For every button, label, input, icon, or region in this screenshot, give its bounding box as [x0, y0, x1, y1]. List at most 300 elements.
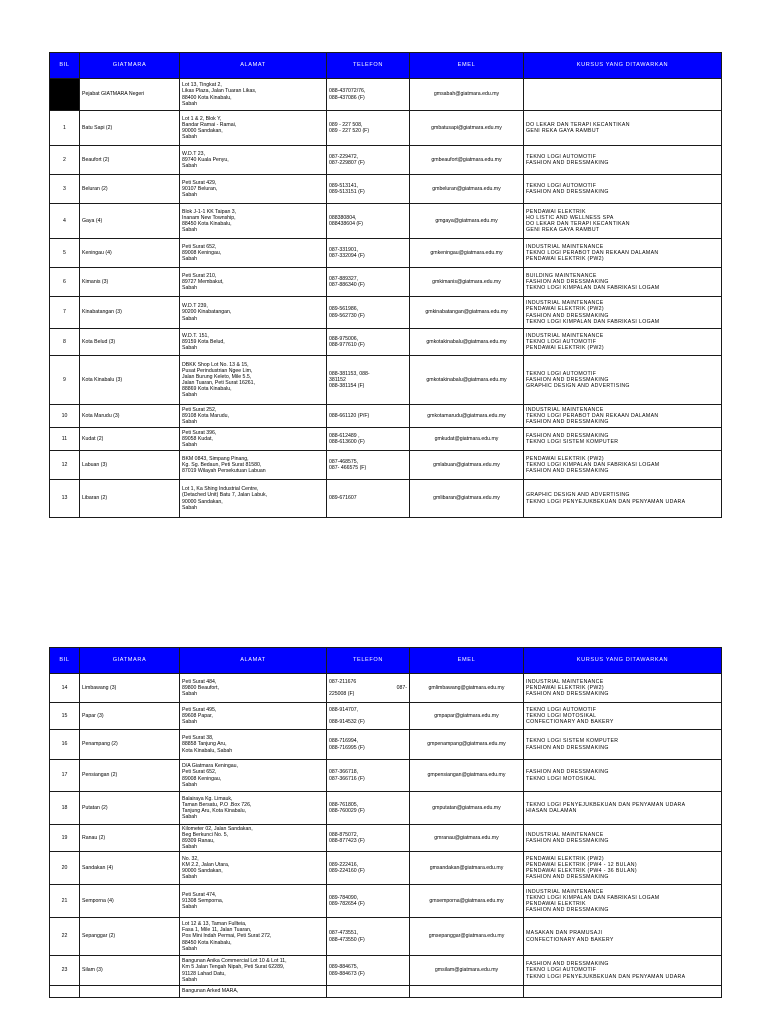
alamat-cell-line: 89740 Kuala Penyu, — [182, 156, 229, 163]
alamat-cell-line: Jalan Burung Keleto, Mile 5.5, — [182, 373, 252, 380]
table-row — [50, 480, 722, 518]
alamat-cell — [180, 885, 327, 918]
giatmara-cell: Kimanis (3) — [80, 268, 180, 297]
emel-cell: gmkeningau@giatmara.edu.my — [410, 239, 524, 268]
alamat-cell-line: Fasa 1, Mile 11, Jalan Tuaran, — [182, 927, 252, 934]
alamat-cell-line: 90000 Sandakan, — [182, 868, 223, 874]
alamat-cell-line: W.D.T. 151, — [182, 332, 209, 339]
kursus-cell-line: BUILDING MAINTENANCE — [526, 272, 597, 279]
giatmara-cell: Batu Sapi (2) — [80, 111, 180, 146]
alamat-cell — [180, 760, 327, 792]
telefon-cell-line: 087-229807 (F) — [329, 160, 365, 166]
alamat-cell-line: Jalan Tuaran, Peti Surat 16261, — [182, 380, 255, 386]
alamat-cell-line: Peti Surat 495, — [182, 706, 217, 713]
column-header-emel: EMEL — [410, 648, 524, 674]
alamat-cell-line: No. 32, — [182, 855, 199, 862]
kursus-cell — [524, 356, 722, 405]
kursus-cell — [524, 451, 722, 480]
telefon-cell — [327, 852, 410, 885]
alamat-cell-line: Sabah — [182, 419, 198, 426]
telefon-cell — [327, 674, 410, 703]
kursus-cell — [524, 956, 722, 986]
telefon-cell-line: 089-222416, — [329, 861, 359, 868]
table-row — [50, 918, 722, 956]
alamat-cell-line: 90000 Sandakan, — [182, 498, 223, 505]
giatmara-cell — [80, 986, 180, 998]
telefon-cell-line: 088-975006, — [329, 335, 359, 342]
kursus-cell-line: FASHION AND DRESSMAKING — [526, 874, 609, 881]
kursus-cell-line: FASHION AND DRESSMAKING — [526, 468, 609, 475]
emel-cell: gmlabuan@giatmara.edu.my — [410, 451, 524, 480]
alamat-cell-line: Peti Surat 652, — [182, 769, 217, 776]
alamat-cell-line: Sabah — [182, 719, 198, 726]
kursus-cell-line: TEKNO LOGI AUTOMOTIF — [526, 182, 597, 189]
telefon-cell-line: 089 - 227 508, — [329, 121, 363, 128]
bil-cell: 5 — [50, 239, 80, 268]
telefon-cell — [327, 451, 410, 480]
alamat-cell-line: Sabah — [182, 134, 198, 141]
telefon-cell-line: 087-229472, — [329, 153, 359, 160]
kursus-cell — [524, 204, 722, 239]
telefon-cell-line: 088-877423 (F) — [329, 838, 365, 844]
kursus-cell — [524, 239, 722, 268]
kursus-cell-line: GRAPHIC DESIGN AND ADVERTISING — [526, 492, 630, 499]
kursus-cell — [524, 146, 722, 175]
alamat-cell-line: Bangunan Anika Commercial Lot 10 & Lot 11, — [182, 958, 287, 965]
alamat-cell-line: Peti Surat 252, — [182, 406, 217, 413]
column-header-kursus-yang-ditawarkan: KURSUS YANG DITAWARKAN — [524, 53, 722, 79]
kursus-cell-line: TEKNO LOGI AUTOMOTIF — [526, 153, 597, 160]
alamat-cell — [180, 825, 327, 852]
emel-cell: gmsemporna@giatmara.edu.my — [410, 885, 524, 918]
kursus-cell-line: FASHION AND DRESSMAKING — [526, 278, 609, 285]
kursus-cell-line: FASHION AND DRESSMAKING — [526, 160, 609, 166]
alamat-cell-line: Inanam New Township, — [182, 214, 236, 221]
alamat-cell-line: 91128 Lahad Datu, — [182, 970, 226, 977]
telefon-cell — [327, 918, 410, 956]
emel-cell: gmkotakinabalu@giatmara.edu.my — [410, 356, 524, 405]
alamat-cell — [180, 428, 327, 451]
bil-cell: 10 — [50, 405, 80, 428]
alamat-cell-line: 89727 Membakut, — [182, 278, 224, 285]
alamat-cell — [180, 79, 327, 111]
kursus-cell-line: FASHION AND DRESSMAKING — [526, 312, 609, 319]
alamat-cell — [180, 480, 327, 518]
telefon-cell-line: 089-513151 (F) — [329, 189, 365, 195]
bil-cell: 21 — [50, 885, 80, 918]
telefon-cell-line: 089-562730 (F) — [329, 312, 365, 319]
kursus-cell-line: INDUSTRIAL MAINTENANCE — [526, 243, 604, 250]
bil-cell: 9 — [50, 356, 80, 405]
telefon-cell — [327, 986, 410, 998]
table-row — [50, 297, 722, 329]
kursus-cell-line: INDUSTRIAL MAINTENANCE — [526, 888, 604, 895]
table-row — [50, 79, 722, 111]
kursus-cell-line: TEKNO LOGI PENYEJUKBEKUAN DAN PENYAMAN UDARA — [526, 801, 686, 808]
giatmara-cell: Putatan (2) — [80, 792, 180, 825]
telefon-cell-line: 087- 466575 (F) — [329, 465, 367, 471]
table-row — [50, 204, 722, 239]
giatmara-cell: Labuan (3) — [80, 451, 180, 480]
bil-cell: 15 — [50, 703, 80, 730]
telefon-cell — [327, 825, 410, 852]
kursus-cell — [524, 760, 722, 792]
telefon-cell-line: 087-366716 (F) — [329, 775, 365, 782]
emel-cell: gmbeluran@giatmara.edu.my — [410, 175, 524, 204]
bil-cell: 7 — [50, 297, 80, 329]
kursus-cell — [524, 792, 722, 825]
table-row — [50, 146, 722, 175]
alamat-cell-line: Sabah — [182, 442, 198, 449]
kursus-cell-line: TEKNO LOGI MOTOSIKAL — [526, 775, 597, 782]
telefon-cell-line: 087-886340 (F) — [329, 282, 365, 288]
telefon-cell-line: 088380804, — [329, 214, 357, 221]
table-row — [50, 405, 722, 428]
kursus-cell-line: HIASAN DALAMAN — [526, 808, 577, 814]
alamat-cell-line: 87019 Wilayah Persekutuan Labuan — [182, 468, 266, 475]
telefon-cell — [327, 792, 410, 825]
alamat-cell-line: Sabah — [182, 691, 198, 698]
alamat-cell-line: Peti Surat 429, — [182, 179, 217, 186]
alamat-cell-line: Sabah — [182, 504, 198, 511]
kursus-cell-line: GRAPHIC DESIGN AND ADVERTISING — [526, 383, 630, 390]
bil-cell: 2 — [50, 146, 80, 175]
table-row — [50, 852, 722, 885]
table-row — [50, 730, 722, 760]
table-row — [50, 111, 722, 146]
alamat-cell-line: Sabah — [182, 904, 198, 911]
telefon-cell-line: 089-784090, — [329, 894, 359, 901]
telefon-cell-line: 089-561986, — [329, 306, 359, 313]
giatmara-cell: Penampang (2) — [80, 730, 180, 760]
table-row — [50, 451, 722, 480]
alamat-cell — [180, 730, 327, 760]
alamat-cell-line: 91308 Semporna, — [182, 897, 224, 904]
giatmara-cell: Kota Belud (3) — [80, 329, 180, 356]
alamat-cell — [180, 239, 327, 268]
kursus-cell — [524, 674, 722, 703]
telefon-cell — [327, 204, 410, 239]
giatmara-cell: Sepanggar (2) — [80, 918, 180, 956]
alamat-cell-line: W.D.T 23, — [182, 150, 205, 157]
telefon-cell — [327, 79, 410, 111]
alamat-cell — [180, 405, 327, 428]
alamat-cell-line: Lot 13, Tingkat 2, — [182, 82, 222, 89]
emel-cell: gmkudat@giatmara.edu.my — [410, 428, 524, 451]
emel-cell: gmsilam@giatmara.edu.my — [410, 956, 524, 986]
telefon-cell — [327, 760, 410, 792]
table-row — [50, 760, 722, 792]
alamat-cell — [180, 986, 327, 998]
telefon-cell — [327, 175, 410, 204]
kursus-cell-line: FASHION AND DRESSMAKING — [526, 189, 609, 195]
telefon-extra: 087- — [396, 684, 407, 691]
telefon-cell-line: 089-884675, — [329, 964, 359, 971]
alamat-cell-line: W.D.T 239, — [182, 303, 208, 310]
alamat-cell-line: Peti Surat 474, — [182, 891, 217, 898]
telefon-cell — [327, 730, 410, 760]
kursus-cell — [524, 175, 722, 204]
giatmara-cell: Pensiangan (2) — [80, 760, 180, 792]
column-header-kursus-yang-ditawarkan: KURSUS YANG DITAWARKAN — [524, 648, 722, 674]
giatmara-cell: Beaufort (2) — [80, 146, 180, 175]
telefon-cell-line: 088438604 (F) — [329, 221, 364, 227]
kursus-cell-line: INDUSTRIAL MAINTENANCE — [526, 332, 604, 339]
kursus-cell-line: FASHION AND DRESSMAKING — [526, 907, 609, 914]
telefon-cell-line: 089-884673 (F) — [329, 970, 365, 977]
telefon-cell-line: 381152 — [329, 376, 346, 383]
alamat-cell-line: Lot 1 & 2, Blok Y, — [182, 115, 222, 122]
column-header-bil: BIL — [50, 53, 80, 79]
telefon-cell-line: 089 - 227 520 (F) — [329, 128, 370, 134]
telefon-cell-line: 088-716995 (F) — [329, 744, 365, 751]
alamat-cell-line: Sabah — [182, 781, 198, 788]
kursus-cell-line: CONFECTIONARY AND BAKERY — [526, 719, 614, 726]
column-header-telefon: TELEFON — [327, 648, 410, 674]
kursus-cell — [524, 730, 722, 760]
telefon-cell-line: 088-716994, — [329, 738, 359, 745]
alamat-cell-line: BKM 0843, Simpang Pinang, — [182, 455, 249, 462]
kursus-cell-line: FASHION AND DRESSMAKING — [526, 376, 609, 383]
kursus-cell-line: FASHION AND DRESSMAKING — [526, 769, 609, 776]
emel-cell: gmputatan@giatmara.edu.my — [410, 792, 524, 825]
giatmara-cell: Silam (3) — [80, 956, 180, 986]
emel-cell: gmranau@giatmara.edu.my — [410, 825, 524, 852]
alamat-cell-line: Km 5 Jalan Tengah Nipah, Peti Surat 62289, — [182, 964, 285, 971]
alamat-cell-line: Sabah — [182, 945, 198, 952]
kursus-cell-line: TEKNO LOGI PENYEJUKBEKUAN DAN PENYAMAN UDARA — [526, 973, 686, 980]
kursus-cell-line: TEKNO LOGI KIMPALAN DAN FABRIKASI LOGAM — [526, 894, 660, 901]
courses-table-1 — [49, 52, 722, 518]
kursus-cell-line: PENDAWAI ELEKTRIK (PW2) — [526, 345, 604, 352]
alamat-cell-line: Kg. Sg. Bedaun, Peti Surat 81580, — [182, 461, 262, 468]
kursus-cell — [524, 79, 722, 111]
telefon-cell-line: 087-468575, — [329, 458, 359, 465]
alamat-cell-line: Kota Kinabalu, Sabah — [182, 747, 233, 754]
giatmara-cell: Keningau (4) — [80, 239, 180, 268]
bil-cell: 4 — [50, 204, 80, 239]
alamat-cell — [180, 852, 327, 885]
kursus-cell-line: TEKNO LOGI AUTOMOTIF — [526, 370, 597, 377]
emel-cell: gmpapar@giatmara.edu.my — [410, 703, 524, 730]
alamat-cell-line: Sabah — [182, 192, 198, 199]
alamat-cell-line: Beg Berkunci No. 5, — [182, 831, 229, 838]
telefon-cell — [327, 885, 410, 918]
kursus-cell-line: TEKNO LOGI PERABOT DAN REKAAN DALAMAN — [526, 412, 659, 419]
kursus-cell-line: TEKNO LOGI MOTOSIKAL — [526, 712, 597, 719]
table-row — [50, 986, 722, 998]
table-row — [50, 825, 722, 852]
alamat-cell — [180, 204, 327, 239]
giatmara-cell: Sandakan (4) — [80, 852, 180, 885]
alamat-cell-line: Peti Surat 396, — [182, 429, 217, 436]
alamat-cell — [180, 146, 327, 175]
kursus-cell-line: TEKNO LOGI AUTOMOTIF — [526, 967, 597, 974]
emel-cell: gmlimbawang@giatmara.edu.my — [410, 674, 524, 703]
kursus-cell-line: INDUSTRIAL MAINTENANCE — [526, 831, 604, 838]
alamat-cell-line: KM 2.2, Jalan Utara, — [182, 861, 230, 868]
alamat-cell-line: Balairaya Kg. Limauk, — [182, 795, 233, 802]
telefon-cell-line: 088-437072/76, — [329, 88, 366, 95]
table-row — [50, 956, 722, 986]
kursus-cell-line: TEKNO LOGI KIMPALAN DAN FABRIKASI LOGAM — [526, 285, 660, 292]
bil-cell: 8 — [50, 329, 80, 356]
alamat-cell-line: (Detached Unit) Batu 7, Jalan Labuk, — [182, 492, 268, 499]
telefon-cell — [327, 111, 410, 146]
bil-cell: 20 — [50, 852, 80, 885]
telefon-cell-line: 088-761805, — [329, 801, 359, 808]
column-header-giatmara: GIATMARA — [80, 53, 180, 79]
kursus-cell-line: TEKNO LOGI SISTEM KOMPUTER — [526, 738, 619, 745]
bil-cell: 13 — [50, 480, 80, 518]
alamat-cell-line: Sabah — [182, 392, 198, 399]
telefon-cell-line: 225008 (F) — [329, 691, 355, 698]
alamat-cell-line: Peti Surat 38, — [182, 735, 214, 742]
telefon-cell-line: 089-224160 (F) — [329, 868, 365, 874]
kursus-cell — [524, 405, 722, 428]
alamat-cell-line: Peti Surat 484, — [182, 678, 217, 685]
alamat-cell-line: Sabah — [182, 345, 198, 352]
table-row — [50, 356, 722, 405]
kursus-cell-line: TEKNO LOGI PERABOT DAN REKAAN DALAMAN — [526, 249, 659, 256]
alamat-cell-line: 89309 Ranau, — [182, 838, 215, 844]
telefon-cell-line: 088-381153, 088- — [329, 370, 370, 377]
table-row — [50, 329, 722, 356]
telefon-cell — [327, 239, 410, 268]
alamat-cell — [180, 356, 327, 405]
giatmara-cell: Papar (3) — [80, 703, 180, 730]
telefon-cell-line: 087-332094 (F) — [329, 253, 365, 259]
table-row — [50, 885, 722, 918]
telefon-cell — [327, 703, 410, 730]
alamat-cell — [180, 956, 327, 986]
alamat-cell-line: Blok J-1-1 KK Taipan 3, — [182, 208, 237, 215]
table-row — [50, 175, 722, 204]
kursus-cell-line: INDUSTRIAL MAINTENANCE — [526, 678, 604, 685]
alamat-cell-line: 89159 Kota Belud, — [182, 338, 225, 345]
column-header-bil: BIL — [50, 648, 80, 674]
kursus-cell-line: FASHION AND DRESSMAKING — [526, 691, 609, 698]
table-header-row — [50, 53, 722, 79]
telefon-cell — [327, 356, 410, 405]
kursus-cell-line: FASHION AND DRESSMAKING — [526, 432, 609, 439]
alamat-cell-line: Sabah — [182, 315, 198, 322]
bil-cell: 14 — [50, 674, 80, 703]
telefon-cell-line: 088-381154 (F) — [329, 383, 365, 390]
alamat-cell-line: 88858 Tanjung Aru, — [182, 741, 227, 748]
bil-cell — [50, 79, 80, 111]
alamat-cell-line: 89008 Keningau, — [182, 775, 222, 782]
kursus-cell — [524, 703, 722, 730]
emel-cell: gmpenampang@giatmara.edu.my — [410, 730, 524, 760]
kursus-cell-line: FASHION AND DRESSMAKING — [526, 961, 609, 968]
bil-cell: 6 — [50, 268, 80, 297]
kursus-cell-line: CONFECTIONARY AND BAKERY — [526, 936, 614, 943]
emel-cell: gmsepanggar@giatmara.edu.my — [410, 918, 524, 956]
courses-table-2 — [49, 647, 722, 998]
alamat-cell-line: Sabah — [182, 814, 198, 821]
giatmara-cell: Libaran (2) — [80, 480, 180, 518]
bil-cell: 12 — [50, 451, 80, 480]
telefon-cell — [327, 146, 410, 175]
bil-cell — [50, 986, 80, 998]
kursus-cell-line: DO LEKAR DAN TERAPI KECANTIKAN — [526, 121, 630, 128]
table-row — [50, 792, 722, 825]
table-row — [50, 703, 722, 730]
telefon-cell — [327, 480, 410, 518]
column-header-giatmara: GIATMARA — [80, 648, 180, 674]
giatmara-cell: Kota Kinabalu (3) — [80, 356, 180, 405]
telefon-cell-line: 087-366718, — [329, 769, 359, 776]
emel-cell: gmkotamarudu@giatmara.edu.my — [410, 405, 524, 428]
alamat-cell-line: Sabah — [182, 256, 198, 263]
giatmara-cell: Limbawang (3) — [80, 674, 180, 703]
bil-cell: 16 — [50, 730, 80, 760]
alamat-cell-line: Bandar Ramai - Ramai, — [182, 121, 237, 128]
giatmara-cell: Pejabat GIATMARA Negeri — [80, 79, 180, 111]
kursus-cell-line: PENDAWAI ELEKTRIK (PW2) — [526, 256, 604, 263]
alamat-cell-line: 88450 Kota Kinabalu, — [182, 221, 232, 227]
alamat-cell-line: Sabah — [182, 100, 198, 107]
alamat-cell — [180, 268, 327, 297]
alamat-cell — [180, 111, 327, 146]
telefon-cell-line: 088-977610 (F) — [329, 342, 365, 348]
kursus-cell — [524, 918, 722, 956]
kursus-cell — [524, 297, 722, 329]
bil-cell: 11 — [50, 428, 80, 451]
alamat-cell-line: 90200 Kinabatangan, — [182, 309, 232, 316]
column-header-alamat: ALAMAT — [180, 648, 327, 674]
alamat-cell-line: 90000 Sandakan, — [182, 128, 223, 134]
telefon-cell-line: 087-211676 — [329, 678, 357, 685]
kursus-cell — [524, 428, 722, 451]
giatmara-cell: Gaya (4) — [80, 204, 180, 239]
kursus-cell-line: GENI REKA GAYA RAMBUT — [526, 128, 600, 134]
alamat-cell — [180, 674, 327, 703]
emel-cell: gmkinabatangan@giatmara.edu.my — [410, 297, 524, 329]
bil-cell: 1 — [50, 111, 80, 146]
column-header-emel: EMEL — [410, 53, 524, 79]
alamat-cell-line: Bangunan Arked MARA, — [182, 988, 239, 995]
kursus-cell-line: PENDAWAI ELEKTRIK (PW4 - 36 BULAN) — [526, 868, 637, 874]
alamat-cell — [180, 175, 327, 204]
bil-cell: 3 — [50, 175, 80, 204]
emel-cell: gmsabah@giatmara.edu.my — [410, 79, 524, 111]
alamat-cell-line: Tanjung Aru, Kota Kinabalu, — [182, 808, 247, 814]
telefon-cell-line: 088-437086 (F) — [329, 94, 365, 101]
kursus-cell — [524, 825, 722, 852]
kursus-cell-line: INDUSTRIAL MAINTENANCE — [526, 300, 604, 307]
bil-cell: 23 — [50, 956, 80, 986]
alamat-cell — [180, 703, 327, 730]
alamat-cell-line: Peti Surat 652, — [182, 243, 217, 250]
telefon-cell — [327, 297, 410, 329]
alamat-cell-line: Sabah — [182, 227, 198, 234]
alamat-cell-line: 88450 Kota Kinabalu, — [182, 939, 232, 946]
alamat-cell-line: Sabah — [182, 874, 198, 881]
kursus-cell-line: PENDAWAI ELEKTRIK (PW2) — [526, 306, 604, 313]
alamat-cell — [180, 329, 327, 356]
kursus-cell-line: TEKNO LOGI AUTOMOTIF — [526, 706, 597, 713]
alamat-cell-line: Lot 1, Ka Shing Industrial Centre, — [182, 486, 259, 493]
bil-cell: 22 — [50, 918, 80, 956]
telefon-cell — [327, 268, 410, 297]
alamat-cell-line: Pusat Perindustrian Ngee Lim, — [182, 367, 253, 374]
alamat-cell-line: Likas Plaza, Jalan Tuaran Likas, — [182, 88, 257, 95]
kursus-cell-line: TEKNO LOGI KIMPALAN DAN FABRIKASI LOGAM — [526, 461, 660, 468]
kursus-cell — [524, 480, 722, 518]
kursus-cell-line: TEKNO LOGI KIMPALAN DAN FABRIKASI LOGAM — [526, 318, 660, 325]
